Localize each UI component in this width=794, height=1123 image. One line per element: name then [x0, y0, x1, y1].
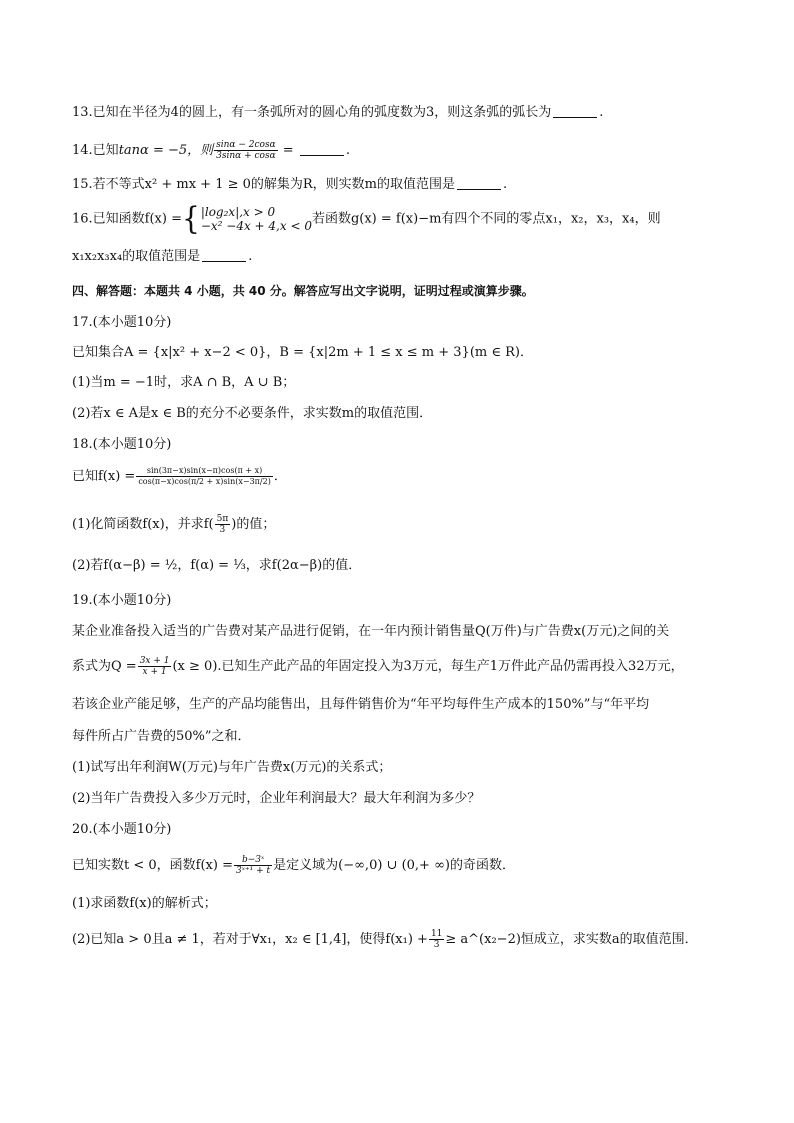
- stem-text-end: 是定义域为(−∞,0) ∪ (0,+ ∞)的奇函数．: [273, 858, 515, 873]
- piecewise-cases: [201, 205, 312, 233]
- question-19-line-2: [72, 656, 684, 677]
- question-16-prefix: 16.已知函数f(x) =: [72, 211, 182, 227]
- question-17-part-1: (1)当m = −1时，求A ∩ B，A ∪ B；: [72, 375, 296, 390]
- question-17-header: 17.(本小题10分): [72, 315, 172, 330]
- question-20-part-1: (1)求函数f(x)的解析式；: [72, 896, 217, 911]
- question-20-stem: [72, 855, 515, 876]
- fraction-numerator: b−3ˣ: [234, 855, 272, 866]
- section-heading: 四、解答题：本题共 4 小题，共 40 分。解答应写出文字说明，证明过程或演算步骤。: [72, 284, 534, 298]
- answer-blank: [300, 143, 344, 156]
- question-15-text: 15.若不等式x² + mx + 1 ≥ 0的解集为R，则实数m的取值范围是: [72, 177, 456, 192]
- answer-blank: [457, 177, 501, 190]
- question-18-part-1: [72, 514, 275, 535]
- question-16: [72, 200, 661, 237]
- part-1-text-end: )的值；: [231, 517, 276, 532]
- period: .: [503, 177, 508, 192]
- fraction-denominator: x + 1: [142, 667, 167, 677]
- question-19-part-2: (2)当年广告费投入多少万元时，企业年利润最大？最大年利润为多少？: [72, 791, 481, 806]
- question-18-header: 18.(本小题10分): [72, 437, 172, 452]
- question-19-line-1: 某企业准备投入适当的广告费对某产品进行促销，在一年内预计销售量Q(万件)与广告费x(万元)之间的关: [72, 624, 670, 639]
- question-13-text: 13.已知在半径为4的圆上，有一条弧所对的圆心角的弧度数为3，则这条弧的弧长为: [72, 105, 552, 120]
- case-2: −x² −4x + 4,x < 0: [200, 219, 312, 233]
- fraction-numerator: sinα − 2cosα: [216, 140, 276, 150]
- fraction-denominator: cos(π−x)cos(π/2 + x)sin(x−3π/2): [138, 477, 271, 486]
- question-19-header: 19.(本小题10分): [72, 593, 172, 608]
- fraction: [214, 140, 278, 161]
- question-18-stem: [72, 466, 287, 487]
- question-18-prefix: 已知f(x) =: [72, 469, 136, 484]
- fraction-numerator: 11: [430, 929, 443, 939]
- fraction: [215, 514, 231, 535]
- case-1: |log₂x|,x > 0: [200, 205, 276, 219]
- question-17-stem: 已知集合A = {x|x² + x−2 < 0}，B = {x|2m + 1 ≤ x ≤ m + 3}(m ∈ R)．: [72, 345, 533, 360]
- question-19-line-3: 若该企业产能足够，生产的产品均能售出，且每件销售价为“年平均每件生产成本的150%”与“年平均: [72, 697, 650, 712]
- period: ．: [273, 469, 287, 484]
- left-brace: {: [182, 200, 200, 237]
- answer-blank: [553, 105, 597, 118]
- fraction-denominator: 3: [433, 940, 440, 950]
- answer-blank: [202, 249, 246, 262]
- part-2-text-end: ≥ a^(x₂−2)恒成立，求实数a的取值范围．: [445, 932, 698, 947]
- question-20-header: 20.(本小题10分): [72, 822, 172, 837]
- part-1-text: (1)化简函数f(x)，并求f(: [72, 517, 214, 532]
- line-2-text-end: (x ≥ 0).已知生产此产品的年固定投入为3万元，每生产1万件此产品仍需再投入32万元，: [172, 659, 684, 674]
- question-18-part-2: (2)若f(α−β) = ½，f(α) = ⅓，求f(2α−β)的值．: [72, 558, 362, 573]
- period: .: [599, 105, 604, 120]
- question-19-part-1: (1)试写出年利润W(万元)与年广告费x(万元)的关系式；: [72, 760, 392, 775]
- equals: =: [278, 143, 298, 158]
- fraction-denominator: 3ˣ⁺¹ + t: [235, 866, 271, 876]
- part-2-text: (2)已知a > 0且a ≠ 1，若对于∀x₁，x₂ ∈ [1,4]，使得f(x₁) +: [72, 932, 428, 947]
- question-14-prefix: 14.已知: [72, 143, 119, 158]
- fraction: [138, 656, 172, 677]
- question-13: [72, 104, 603, 122]
- question-16-text: 若函数g(x) = f(x)−m有四个不同的零点x₁，x₂，x₃，x₄，则: [311, 211, 661, 227]
- question-17-part-2: (2)若x ∈ A是x ∈ B的充分不必要条件，求实数m的取值范围．: [72, 406, 433, 421]
- period: .: [248, 249, 253, 264]
- fraction-denominator: 3: [219, 525, 226, 535]
- fraction: [234, 855, 272, 876]
- question-14-condition: tanα = −5，则: [118, 143, 214, 158]
- fraction: [429, 929, 444, 950]
- fraction-denominator: 3sinα + cosα: [216, 151, 276, 161]
- period: .: [345, 143, 350, 158]
- fraction-numerator: 3x + 1: [139, 656, 170, 666]
- fraction-numerator: sin(3π−x)sin(x−π)cos(π + x): [136, 466, 273, 477]
- line-2-text: 系式为Q =: [72, 659, 137, 674]
- question-16-text-2: x₁x₂x₃x₄的取值范围是: [72, 249, 201, 264]
- question-20-part-2: [72, 929, 698, 950]
- fraction-numerator: 5π: [216, 514, 229, 524]
- stem-text: 已知实数t < 0，函数f(x) =: [72, 858, 233, 873]
- question-16-line-2: [72, 248, 252, 266]
- question-19-line-4: 每件所占广告费的50%”之和．: [72, 729, 251, 744]
- question-14: [72, 140, 350, 161]
- fraction: [136, 466, 273, 487]
- question-15: [72, 176, 507, 194]
